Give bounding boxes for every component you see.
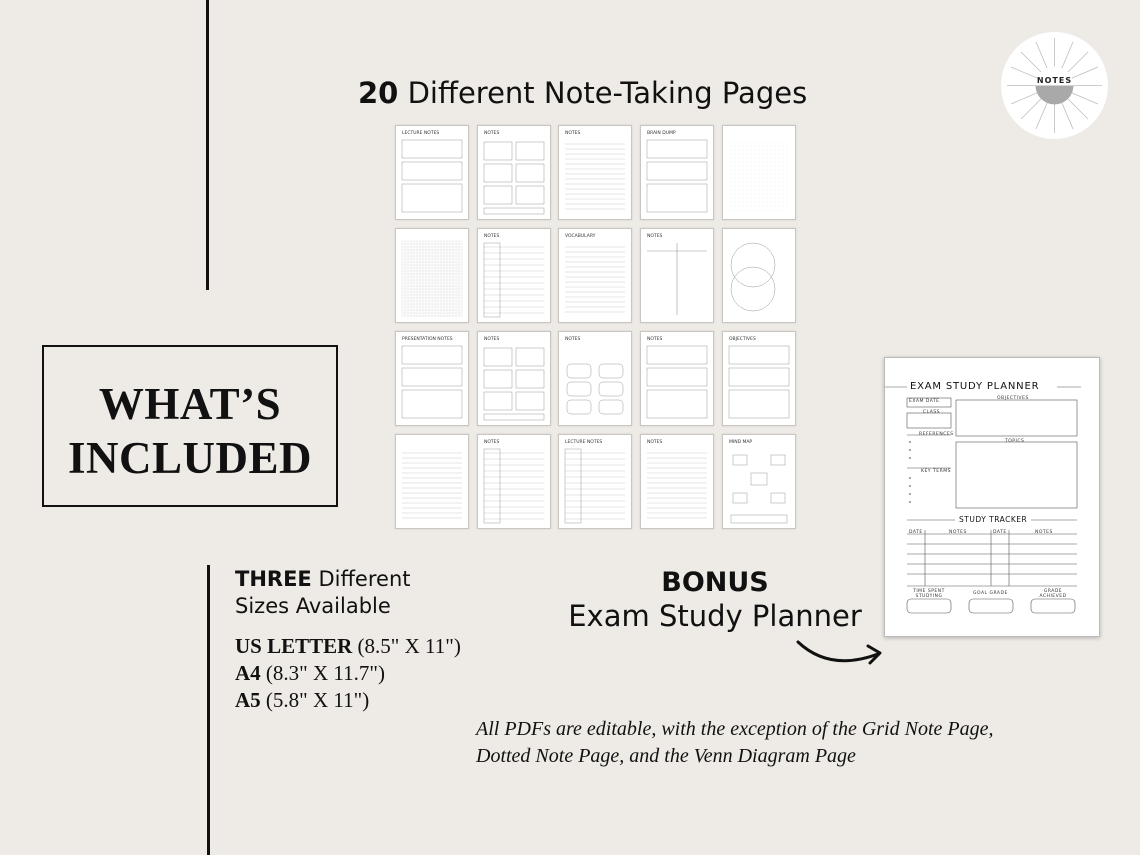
thumbnail-label: NOTES [565, 131, 581, 136]
thumbnail-label: LECTURE NOTES [402, 131, 440, 136]
note-page-thumbnail [640, 434, 714, 529]
thumbnail-label: VOCABULARY [565, 234, 596, 239]
page-layout-sketch [478, 332, 550, 425]
page-layout-sketch [641, 435, 713, 528]
note-page-thumbnail [558, 434, 632, 529]
note-page-thumbnail [477, 228, 551, 323]
footnote-line1: All PDFs are editable, with the exception of the Grid Note Page, [476, 718, 994, 740]
note-page-thumbnail [558, 331, 632, 426]
whats-included-line1: WHAT’S [98, 379, 282, 429]
page-layout-sketch [478, 126, 550, 219]
size-item: A5 (5.8" X 11") [235, 688, 370, 712]
page-heading [358, 76, 807, 110]
sizes-count: THREE [235, 567, 312, 591]
thumbnail-label: LECTURE NOTES [565, 440, 603, 445]
planner-col-date: DATE [909, 530, 923, 535]
planner-time-spent: TIME SPENT STUDYING [913, 589, 945, 599]
note-page-thumbnail [640, 228, 714, 323]
note-page-thumbnail [722, 125, 796, 220]
planner-objectives: OBJECTIVES [997, 396, 1029, 401]
bottom-divider-line [207, 565, 210, 855]
page-layout-sketch [641, 229, 713, 322]
note-page-thumbnail [395, 228, 469, 323]
sunburst-icon [1001, 32, 1108, 139]
planner-goal-grade: GOAL GRADE [973, 591, 1008, 596]
page-layout-sketch [641, 332, 713, 425]
page-layout-sketch [723, 435, 795, 528]
note-page-thumbnail [477, 331, 551, 426]
planner-study-tracker: STUDY TRACKER [959, 515, 1028, 524]
bonus-label: BONUS [661, 567, 769, 598]
page-layout-sketch [559, 332, 631, 425]
note-page-thumbnail [640, 125, 714, 220]
thumbnail-label: BRAIN DUMP [647, 131, 676, 136]
page-layout-sketch [478, 435, 550, 528]
thumbnail-label: PRESENTATION NOTES [402, 337, 453, 342]
note-page-thumbnail [395, 434, 469, 529]
page-layout-sketch [396, 332, 468, 425]
page-layout-sketch [478, 229, 550, 322]
page-layout-sketch [559, 229, 631, 322]
planner-class: CLASS [923, 410, 941, 415]
footnote-line2: Dotted Note Page, and the Venn Diagram Page [476, 745, 856, 767]
thumbnail-label: MIND MAP [729, 440, 753, 445]
thumbnail-label: NOTES [647, 440, 663, 445]
whats-included-title [44, 377, 336, 485]
bonus-title: Exam Study Planner [568, 599, 862, 633]
heading-text: Different Note-Taking Pages [407, 76, 808, 110]
page-layout-sketch [723, 126, 795, 219]
whats-included-box [42, 345, 338, 507]
thumbnail-label: NOTES [484, 440, 500, 445]
top-divider-line [206, 0, 209, 290]
note-page-thumbnail [395, 331, 469, 426]
page-layout-sketch [396, 229, 468, 322]
planner-col-notes: NOTES [1035, 530, 1053, 535]
note-page-thumbnail [395, 125, 469, 220]
sizes-line2: Sizes Available [235, 594, 391, 618]
page-layout-sketch [641, 126, 713, 219]
thumbnail-label: NOTES [647, 337, 663, 342]
editable-footnote [476, 716, 993, 770]
whats-included-line2: INCLUDED [67, 433, 313, 483]
thumbnail-label: NOTES [565, 337, 581, 342]
thumbnail-label: NOTES [484, 234, 500, 239]
planner-exam-date: EXAM DATE [909, 399, 940, 404]
exam-study-planner-preview [884, 357, 1100, 637]
planner-title: EXAM STUDY PLANNER [910, 381, 1040, 392]
bonus-block [520, 566, 910, 633]
note-page-thumbnail [722, 331, 796, 426]
planner-col-notes: NOTES [949, 530, 967, 535]
size-item: US LETTER (8.5" X 11") [235, 634, 461, 658]
sizes-line1: Different [318, 567, 411, 591]
note-page-thumbnail [477, 125, 551, 220]
thumbnail-grid [395, 125, 797, 530]
curved-arrow-icon [790, 632, 890, 672]
page-layout-sketch [396, 435, 468, 528]
planner-references: REFERENCES [919, 432, 954, 437]
page-layout-sketch [559, 435, 631, 528]
thumbnail-label: OBJECTIVES [729, 337, 756, 342]
note-page-thumbnail [640, 331, 714, 426]
planner-topics: TOPICS [1005, 439, 1025, 444]
note-page-thumbnail [558, 125, 632, 220]
note-page-thumbnail [722, 228, 796, 323]
sizes-list [235, 633, 461, 714]
note-page-thumbnail [558, 228, 632, 323]
brand-logo [1001, 32, 1108, 139]
page-layout-sketch [723, 229, 795, 322]
planner-col-date: DATE [993, 530, 1007, 535]
thumbnail-label: NOTES [647, 234, 663, 239]
page-layout-sketch [396, 126, 468, 219]
note-page-thumbnail [477, 434, 551, 529]
sizes-heading [235, 566, 410, 620]
planner-key-terms: KEY TERMS [921, 469, 951, 474]
page-layout-sketch [559, 126, 631, 219]
page-layout-sketch [723, 332, 795, 425]
logo-text: NOTES [1036, 76, 1073, 85]
note-page-thumbnail [722, 434, 796, 529]
heading-count: 20 [358, 76, 399, 110]
planner-grade-achieved: GRADE ACHIEVED [1039, 589, 1067, 599]
size-item: A4 (8.3" X 11.7") [235, 661, 385, 685]
thumbnail-label: NOTES [484, 337, 500, 342]
thumbnail-label: NOTES [484, 131, 500, 136]
